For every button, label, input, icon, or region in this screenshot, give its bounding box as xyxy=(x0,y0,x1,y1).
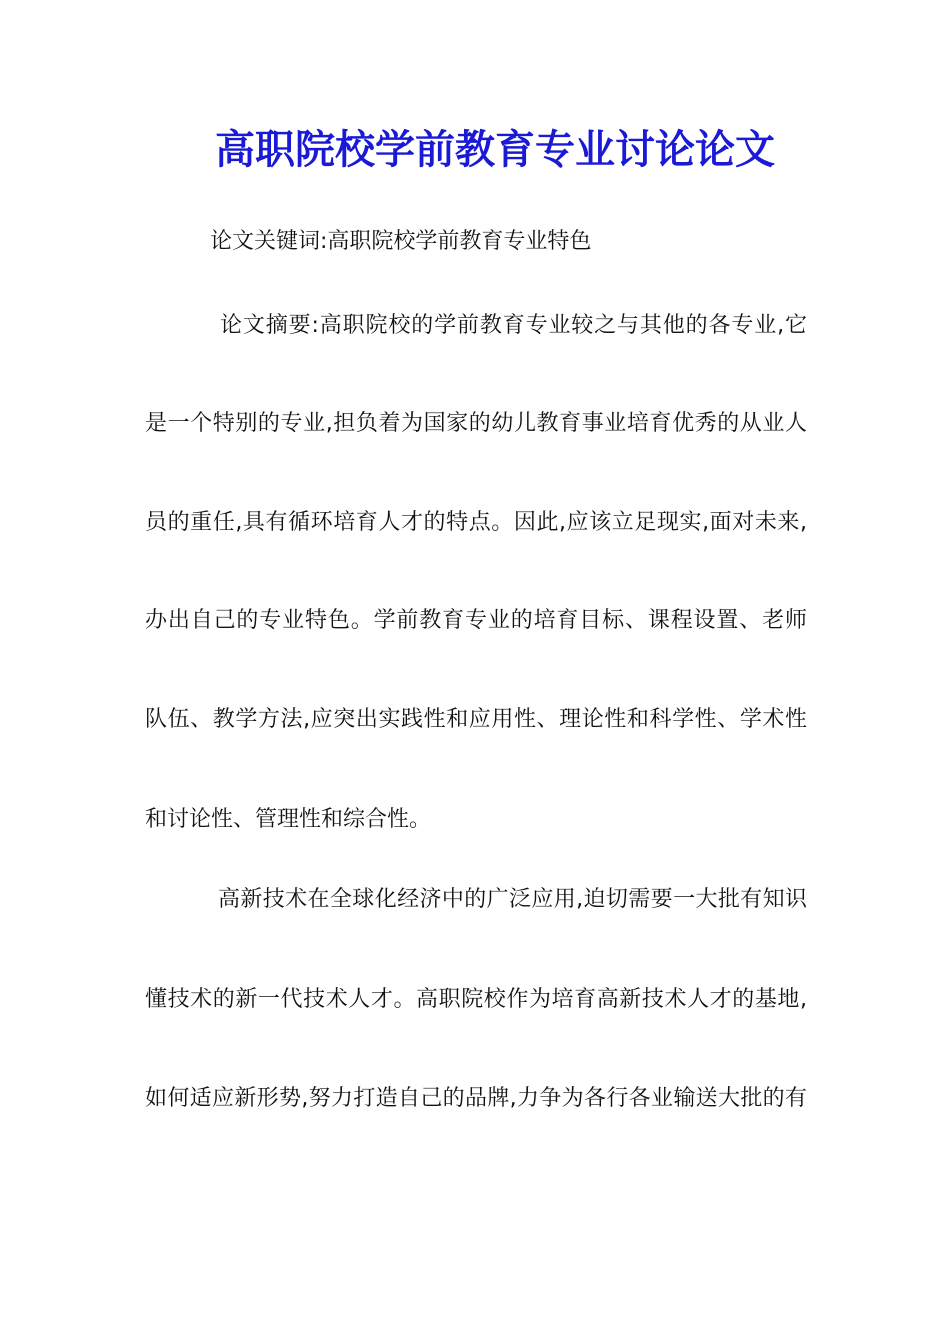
abstract-line: 和讨论性、管理性和综合性。 xyxy=(145,807,432,832)
abstract-line: 是一个特别的专业,担负着为国家的幼儿教育事业培育优秀的从业人 xyxy=(145,411,807,436)
keywords-line: 论文关键词:高职院校学前教育专业特色 xyxy=(210,229,592,254)
body-line: 高新技术在全球化经济中的广泛应用,迫切需要一大批有知识 xyxy=(218,887,807,912)
abstract-line: 队伍、教学方法,应突出实践性和应用性、理论性和科学性、学术性 xyxy=(145,707,807,732)
abstract-line: 员的重任,具有循环培育人才的特点。因此,应该立足现实,面对未来, xyxy=(145,510,807,535)
body-line: 懂技术的新一代技术人才。高职院校作为培育高新技术人才的基地, xyxy=(145,987,807,1012)
body-line: 如何适应新形势,努力打造自己的品牌,力争为各行各业输送大批的有 xyxy=(145,1086,807,1111)
document-title: 高职院校学前教育专业讨论论文 xyxy=(215,126,775,173)
abstract-line: 论文摘要:高职院校的学前教育专业较之与其他的各专业,它 xyxy=(220,313,807,338)
abstract-line: 办出自己的专业特色。学前教育专业的培育目标、课程设置、老师 xyxy=(145,608,807,633)
